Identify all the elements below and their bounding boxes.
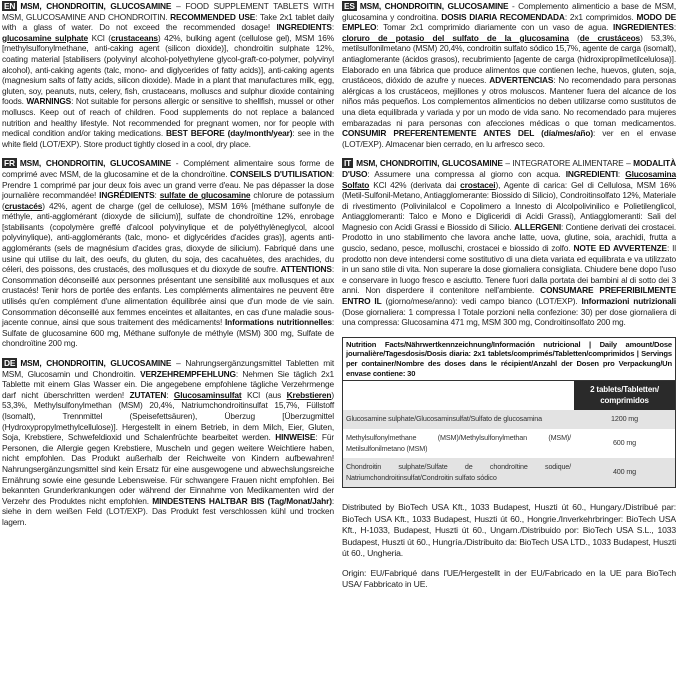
text-es-3: : Tomar 2x1 comprimido diariamente con un vaso de agua. bbox=[376, 22, 614, 33]
warnings-label-fr: ATTENTIONS bbox=[280, 264, 332, 275]
allergen-crustaceans-es: de crustáceos bbox=[579, 32, 641, 43]
warnings-label-it: NOTE ED AVVERTENZE bbox=[573, 243, 667, 254]
table-row bbox=[343, 410, 675, 429]
nutrient-name: Methylsulfonylmethane (MSM)/Methylsulfonylmethan (MSM)/ Metilsulfonilmetano (MSM) bbox=[346, 432, 571, 453]
text-fr-4: chlorure de potassium ( bbox=[2, 190, 335, 211]
allergens-label-it: ALLERGENI bbox=[514, 221, 561, 232]
text-de-6: : Für Personen, die Allergie gegen Krebstiere, Muscheln und gegen weitere Weichtiere haben, nicht empfohlen. Das Produkt außerhalb der Reichweite von Kindern aufbewahren! Nahrungsergänzungsmittel sind kein Ersatz für eine ausgewogene und abwechslungsreiche Ernährung sowie eine gesunde Lebensweise. Für schwangere Frauen nicht empfohlen. Bei bekannten Grunderkrankungen oder während der Einnahme von Medikamenten wird der Verzehr des Produktes nicht empfohlen. bbox=[2, 432, 334, 506]
ingredients-label-fr: INGRÉDIENTS bbox=[99, 190, 155, 201]
product-title-en: MSM, CHONDROITIN, GLUCOSAMINE bbox=[20, 1, 172, 11]
nutrition-facts-header: Nutrition Facts/Nährwertkennzeichnung/Información nutricional | Daily amount/Dose journalière/Tagesdosis/Dosis diaria: 2x1 tablets/comprimés/Tabletten/comprimidos | Servings per container/Nombre des doses dans le récipient/Anzahl der Dosen pro Verpackung/Un envase contiene: 30 bbox=[343, 338, 675, 381]
nutrient-name: Chondroitin sulphate/Sulfate de chondroïtine sodique/ Natriumchondroitinsulfat/Condroitin sulfato sódico bbox=[343, 458, 574, 487]
nutrient-amount: 400 mg bbox=[574, 458, 675, 487]
text-es-7: : No recomendado para personas alérgicas a los crustáceos, mejillones y otros moluscos. Mantener fuera del alcance de los niños más pequeños. Los complementos alimenticios no deben utilizarse como sustitutos de una dieta equilibrada y variada y por un modo de vida sano. No recomendado para mujeres embarazadas ni para personas con afecciones médicas o que toman medicamentos. bbox=[342, 75, 676, 128]
nutrition-column-header-row bbox=[343, 381, 675, 410]
language-code-de: DE bbox=[4, 358, 16, 368]
text-fr-2: : Prendre 1 comprimé par jour deux fois avec un grand verre d'eau. Ne pas dépasser la dose journalière recommandée! bbox=[2, 168, 335, 201]
origin-text: Origin: EU/Fabriqué dans l'UE/Hergestellt in der EU/Fabricado en la UE para BioTech USA/ Fabbricato in UE. bbox=[342, 567, 676, 590]
section-es bbox=[342, 1, 676, 149]
text-en-6: : Not suitable for persons allergic or sensitive to shellfish, mussel or other molluscs. Keep out of reach of children. Food supplements do not replace a balanced nutrition and healthy lifestyle. Not recommended for pregnant women, nor for people with medical condition and/or taking medications. bbox=[2, 96, 334, 139]
nutrient-amount: 600 mg bbox=[612, 438, 637, 448]
text-fr-1: - Complément alimentaire sous forme de comprimé avec MSM, de la glucosamine et de la chondroïtine. bbox=[2, 158, 334, 179]
left-column bbox=[2, 1, 334, 537]
allergen-crustaceans-en: crustaceans bbox=[110, 32, 158, 43]
distributor-text: Distributed by BioTech USA Kft., 1033 Budapest, Huszti út 60., Hungary./Distribué par: BioTech USA Kft., 1033 Budapest, Huszti út 60., Hongrie./Inverkehrbringer: BioTech USA Kft., H-1033, Budapest, Huszti út 60., Ungarn./Distribuido por: BioTech USA S.L., 1033 Budapest, Huszti út 60., Hungría./Distribuito da: BioTech USA LTD., 1033 Budapest, Huszti út 60., Ungheria. bbox=[342, 502, 676, 558]
best-before-label-en: BEST BEFORE (day/month/year) bbox=[166, 128, 293, 139]
text-es-8: : ver en el envase (LOT/EXP). Almacenar bien cerrado, en lu arfresco seco. bbox=[342, 128, 676, 149]
warnings-label-de: HINWEISE bbox=[275, 432, 316, 443]
nutrition-info-label-it: Informazioni nutrizionali bbox=[581, 296, 676, 307]
text-it-3: : bbox=[617, 168, 626, 179]
text-it-1: – INTEGRATORE ALIMENTARE – bbox=[502, 158, 634, 169]
allergen-glucosamine-fr: sulfate de glucosamine bbox=[159, 190, 251, 201]
text-fr-5: ) 42%, agent de charge (gel de cellulose), MSM 16% [méthane sulfonyle de méthyle, anti-agglomérant (dioxyde de silicium)], sulfate de chondroïtine 12%, enrobage [stabilisants (copolymère greffé d'alcool polyvinylique et de polyéthylèneglycol, alcool polyvinylique), anti-agglomérants (talc, mono- et diglycérides d'acides gras)], agents anti-agglomérants (sels de magnésium d'acides gras, dioxyde de silicium). Fabriqué dans une usine qui utilise du lait, des oeufs, du gluten, du soja, des cacahuètes, des arachides, du céleri, des poissons, des crustacés, des mollusques et du dioxyde de soufre. bbox=[2, 200, 334, 275]
text-es-4: : bbox=[673, 22, 676, 33]
best-before-label-it: CONSUMARE PREFERIBILMENTE ENTRO IL bbox=[342, 285, 676, 307]
text-it-7: : Il prodotto non deve intendersi come sostitutivo di una dieta variata ed equilibrata e va utilizzato in un sano stile di vita. Non superare la dose giornaliera consigliata. Chiudere bene dopo l'uso e conservare in luogo fresco e asciutto. Tenere fuori dalla portata dei bambini al di sotto dei 3 anni. Non disperdere il contenitore nell'ambiente. bbox=[342, 243, 677, 296]
text-fr-7: : Sulfate de glucosamine 600 mg, Méthane sulfonyle de méthyle (MSM) 300 mg, Sulfate de chondroïtine 200 mg. bbox=[2, 317, 334, 349]
text-de-1: – Nahrungsergänzungsmittel Tabletten mit MSM, Glucosamin und Chondroitin. bbox=[2, 358, 334, 379]
text-de-2: : Nehmen Sie täglich 2x1 Tablette mit einem Glas Wasser ein. Die angegebene empfohlene tägliche Verzehrmenge darf nicht überschritten werden! bbox=[2, 368, 334, 400]
usage-label-fr: CONSEILS D'UTILISATION bbox=[229, 168, 332, 179]
nutrition-facts-table bbox=[342, 337, 676, 489]
product-title-de: MSM, CHONDROITIN, GLUCOSAMINE bbox=[20, 358, 172, 368]
text-it-9: (Dose giornaliera: 1 compressa I Totale porzioni nella confezione: 30) per dose giornaliera di una compressa: Glucosamina 471 mg, MSM 300 mg, Condroitinsolfato 200 mg. bbox=[342, 306, 676, 328]
text-en-5: ) 42%, bulking agent (cellulose gel), MSM 16% [methylsulfonylmethane, anti-caking agent (silicon dioxide)], chondroitin sulphate 12%, coating material [stabilisers (polyvinyl alcohol-polyethylene glycol-graft-co-polymer, polyvinyl alcohol), anti-caking agents (talc, mono- and diglycerides of fatty acids)], anti-caking agents (magnesium salts of fatty acids, silicon dioxide). Made in a plant that manufactures milk, egg, gluten, soy, peanuts, nuts, celery, fish, crustaceans, molluscs and sulphur dioxide containing foods. bbox=[2, 32, 334, 107]
best-before-label-es: CONSUMIR PREFERENTEMENTE ANTES DEL (día/mes/año) bbox=[342, 128, 593, 139]
text-es-2: : 2x1 comprimidos. bbox=[564, 11, 637, 22]
language-code-it: IT bbox=[344, 158, 352, 169]
allergen-crustaceans-de: Krebstieren bbox=[286, 389, 332, 400]
ingredients-label-de: ZUTATEN bbox=[129, 389, 167, 400]
usage-label-es: MODO DE EMPLEO bbox=[342, 11, 676, 33]
product-title-es: MSM, CHONDROITIN, GLUCOSAMINE bbox=[359, 1, 509, 11]
product-title-fr: MSM, CHONDROITIN, GLUCOSAMINE bbox=[19, 158, 171, 169]
text-en-4: KCl ( bbox=[88, 32, 111, 43]
recommended-use-label: RECOMMENDED USE bbox=[170, 11, 256, 22]
text-en-2: : Take 2x1 tablet daily with a glass of water. Do not exceed the recommended dosage! bbox=[2, 11, 334, 33]
nutrition-amount-header: 2 tablets/Tabletten/ comprimidos bbox=[574, 381, 675, 410]
language-code-en: EN bbox=[4, 1, 16, 11]
text-es-1: - Complemento alimenticio a base de MSM, glucosamina y condroitina. bbox=[342, 1, 676, 22]
nutrient-name: Glucosamine sulphate/Glucosaminsulfat/Sulfato de glucosamina bbox=[343, 410, 574, 429]
usage-label-it: MODALITÀ D'USO bbox=[342, 158, 676, 179]
allergen-crustaceans-it: crostacei bbox=[460, 179, 496, 190]
nutrient-amount: 1200 mg bbox=[574, 410, 675, 429]
nutrition-info-label-fr: Informations nutritionnelles bbox=[225, 317, 332, 328]
text-fr-6: : Consommation déconseillé aux personnes présentant une sensibilité aux mollusques et aux crustacés! Tenir hors de portée des enfants. Les compléments alimentaires ne peuvent être utilisés qu'en complément d'une alimentation équilibrée ainsi que d'un mode de vie sain. Consommation déconseillé aux femmes enceintes et allaitantes, en cas d'une maladie sous-jacente connue, ainsi que sous traitement des médicaments! bbox=[2, 264, 334, 328]
ingredients-label-en: INGREDIENTS bbox=[276, 22, 332, 33]
text-de-4: KCl (aus bbox=[241, 389, 287, 400]
language-code-es: ES bbox=[344, 1, 355, 11]
text-fr-3: : bbox=[154, 190, 160, 201]
allergen-glucosamine-de: Glucosaminsulfat bbox=[173, 389, 242, 400]
text-en-1: – FOOD SUPPLEMENT TABLETS WITH MSM, GLUCOSAMINE AND CHONDROITIN. bbox=[2, 1, 334, 22]
text-en-3: : bbox=[331, 22, 334, 33]
section-en bbox=[2, 1, 334, 149]
nutrition-blank-header bbox=[343, 381, 574, 410]
section-de bbox=[2, 358, 334, 528]
section-it bbox=[342, 158, 676, 328]
allergen-glucosamine-en: glucosamine sulphate bbox=[2, 32, 89, 43]
text-es-5: ( bbox=[568, 32, 580, 43]
product-title-it: MSM, CHONDROITIN, GLUCOSAMINE bbox=[356, 158, 503, 169]
right-column bbox=[342, 1, 676, 599]
allergen-glucosamine-it: Glucosamina Solfato bbox=[342, 168, 676, 190]
warnings-label-es: ADVERTENCIAS bbox=[489, 75, 554, 86]
text-de-5: ) 53,3%, Methylsulfonylmethan (MSM) 20,4%, Natriumchondroitinsulfat 15,7%, Füllstoff (Isomalt), Trennmittel (Speisefettsäuren), Überzug [Überzugmittel (Hydroxypropylmethylcellulose)]. Hergestellt in einem Betrieb, in dem Milch, Eier, Gluten, Soja, Krebstiere, Schwefeldioxid und Schalenfrüchte bearbeitet werden. bbox=[2, 389, 334, 443]
table-row bbox=[343, 429, 675, 458]
text-it-2: : Assumere una compressa al giorno con acqua. bbox=[367, 168, 566, 179]
allergen-crustaceans-fr: crustacés bbox=[4, 200, 43, 211]
text-it-4: KCl 42% (derivata dai bbox=[369, 179, 461, 190]
section-fr bbox=[2, 158, 334, 349]
text-it-8: (giorno/mese/anno): vedi campo bianco (LOT/EXP). bbox=[381, 296, 582, 307]
text-it-5: ), Agente di carica: Gel di Cellulosa, MSM 16% (Metil-Sulfonil-Metano, Antiagglomerante: Biossido di Silicio), Condroitinsolfato 12%, Materiale di rivestimento (Polivinilalcol e Copolimero a Innesto di Alcolpolivinilico e Polietilenglicol, Antiagglomeranti: Talco e Mono e Digliceridi di Acidi Grassi), Antiagglomeranti: Sali del Magnesio con Acidi Grassi e Biossido di Silicio. bbox=[342, 179, 676, 232]
ingredients-label-it: INGREDIENTI bbox=[565, 168, 618, 179]
dose-label-es: DOSIS DIARIA RECOMENDADA bbox=[441, 11, 565, 22]
language-code-fr: FR bbox=[4, 158, 15, 169]
text-de-7: : siehe in dem weißen Feld (LOT/EXP). Das Produkt fest verschlossen kühl und trocken lagern. bbox=[2, 495, 334, 527]
text-it-6: : Contiene derivati dei crostacei. Prodotto in uno stabilimento che lavora anche latte, uova, glutine, soia, arachidi, frutta a guscio, sedano, pesce, molluschi, crostacei e biossido di zolfo. bbox=[342, 221, 676, 254]
best-before-label-de: MINDESTENS HALTBAR BIS (Tag/Monat/Jahr) bbox=[152, 495, 332, 506]
nutrition-table bbox=[343, 381, 675, 487]
text-de-3: : bbox=[166, 389, 174, 400]
text-es-6: ) 53,3%, metilsulfonilmetano (MSM) 20,4%, condroitin sulfato sódico 15,7%, agente de carga (isomalt), antiaglomerante (ácidos grasos), recubrimiento [agente de carga (hidroxipropilmetilcelulosa)]. Elaborado en una fábrica que produce alimentos que contienen leche, huevos, gluten, soja, crustáceos, dióxido de azufre y nueces. bbox=[342, 32, 677, 86]
table-row bbox=[343, 458, 675, 487]
ingredients-label-es: INGREDIENTES bbox=[613, 22, 674, 33]
usage-label-de: VERZEHREMPFEHLUNG bbox=[140, 368, 236, 379]
allergen-glucosamine-es: cloruro de potasio del sulfato de la glucosamina bbox=[342, 32, 569, 43]
text-en-7: : see in the white field (LOT/EXP). Store product tightly closed in a cool, dry place. bbox=[2, 128, 334, 149]
warnings-label-en: WARNINGS bbox=[26, 96, 72, 107]
